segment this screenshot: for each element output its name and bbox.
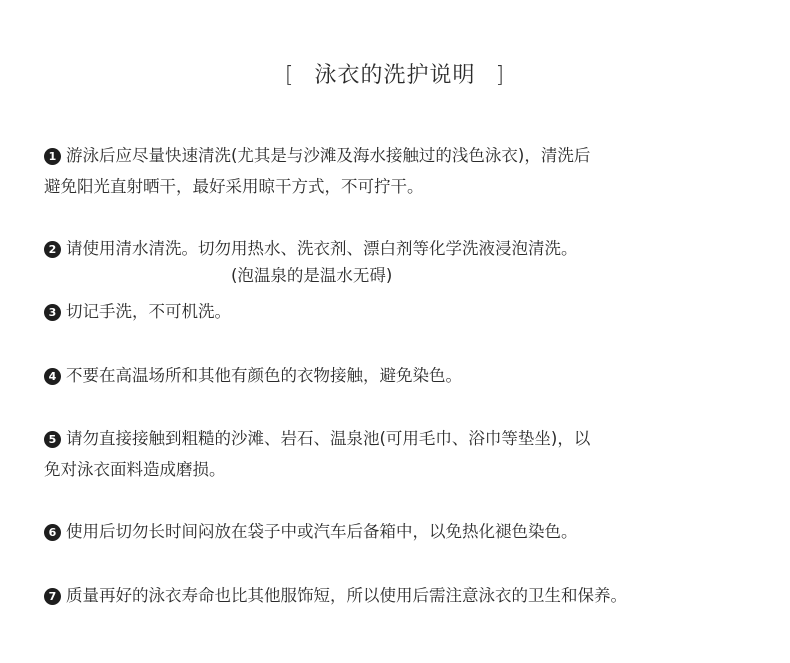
title-text: 泳衣的洗护说明 — [314, 63, 476, 88]
care-item-4 — [44, 360, 764, 391]
number-badge-icon: 4 — [44, 368, 61, 385]
care-item-7 — [44, 580, 764, 611]
care-item-note: (泡温泉的是温水无碍) — [231, 266, 393, 285]
care-item-text: 切记手洗，不可机洗。 — [66, 302, 231, 321]
care-item-text: 游泳后应尽量快速清洗(尤其是与沙滩及海水接触过的浅色泳衣)，清洗后 — [66, 146, 591, 165]
care-item-text: 请勿直接接触到粗糙的沙滩、岩石、温泉池(可用毛巾、浴巾等垫坐)，以 — [66, 429, 591, 448]
number-badge-icon: 2 — [44, 241, 61, 258]
care-item-6 — [44, 516, 764, 547]
title-open-bracket: [ — [284, 63, 295, 88]
care-item-text: 避免阳光直射晒干，最好采用晾干方式，不可拧干。 — [44, 177, 424, 196]
care-item-text: 不要在高温场所和其他有颜色的衣物接触，避免染色。 — [66, 366, 462, 385]
number-badge-icon: 7 — [44, 588, 61, 605]
care-item-text: 使用后切勿长时间闷放在袋子中或汽车后备箱中，以免热化褪色染色。 — [66, 522, 578, 541]
care-item-3 — [44, 296, 764, 327]
title-close-bracket: ] — [495, 63, 506, 88]
care-item-text: 免对泳衣面料造成磨损。 — [44, 460, 226, 479]
page-title — [0, 58, 790, 89]
care-item-text: 质量再好的泳衣寿命也比其他服饰短，所以使用后需注意泳衣的卫生和保养。 — [66, 586, 627, 605]
number-badge-icon: 1 — [44, 148, 61, 165]
care-item-2 — [44, 233, 764, 288]
care-item-1 — [44, 140, 764, 202]
care-item-5 — [44, 423, 764, 485]
number-badge-icon: 5 — [44, 431, 61, 448]
care-item-text: 请使用清水清洗。切勿用热水、洗衣剂、漂白剂等化学洗液浸泡清洗。 — [66, 239, 578, 258]
number-badge-icon: 6 — [44, 524, 61, 541]
number-badge-icon: 3 — [44, 304, 61, 321]
